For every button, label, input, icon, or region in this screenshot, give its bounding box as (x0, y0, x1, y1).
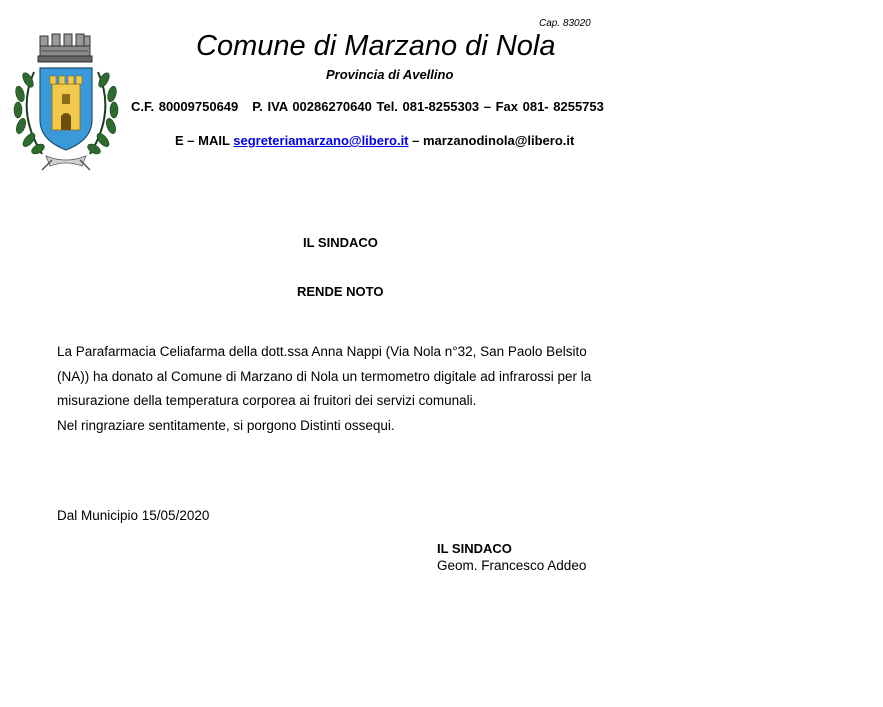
phone-fax: Tel. 081-8255303 – Fax 081- 8255753 (376, 99, 604, 114)
email-separator: – (408, 133, 423, 148)
notice-subheading: RENDE NOTO (297, 284, 384, 299)
email-label: E – MAIL (175, 133, 234, 148)
body-line: misurazione della temperatura corporea ai fruitori dei servizi comunali. (57, 393, 477, 408)
email-secondary: marzanodinola@libero.it (422, 133, 575, 148)
notice-body (57, 340, 657, 438)
notice-date: Dal Municipio 15/05/2020 (57, 508, 210, 523)
notice-heading: IL SINDACO (303, 235, 378, 250)
body-line: (NA)) ha donato al Comune di Marzano di Nola un termometro digitale ad infrarossi per la (57, 368, 592, 384)
vat-number: P. IVA 00286270640 (252, 99, 372, 114)
shield-icon (40, 68, 92, 150)
municipal-crest-icon (12, 32, 120, 172)
province-label: Provincia di Avellino (326, 67, 454, 82)
tax-code: C.F. 80009750649 (131, 99, 239, 114)
email-link-primary[interactable]: segreteriamarzano@libero.it (233, 133, 409, 148)
crown-icon (38, 34, 92, 62)
signature-name: Geom. Francesco Addeo (437, 558, 587, 573)
body-line: La Parafarmacia Celiafarma della dott.ssa Anna Nappi (Via Nola n°32, San Paolo Belsito (57, 344, 587, 359)
postal-code: Cap. 83020 (539, 18, 591, 29)
body-line: Nel ringraziare sentitamente, si porgono Distinti ossequi. (57, 417, 395, 433)
ribbon-icon (42, 156, 90, 170)
page-title: Comune di Marzano di Nola (196, 30, 556, 62)
email-line (175, 133, 574, 148)
signature-title: IL SINDACO (437, 541, 512, 556)
contact-line (131, 99, 604, 114)
